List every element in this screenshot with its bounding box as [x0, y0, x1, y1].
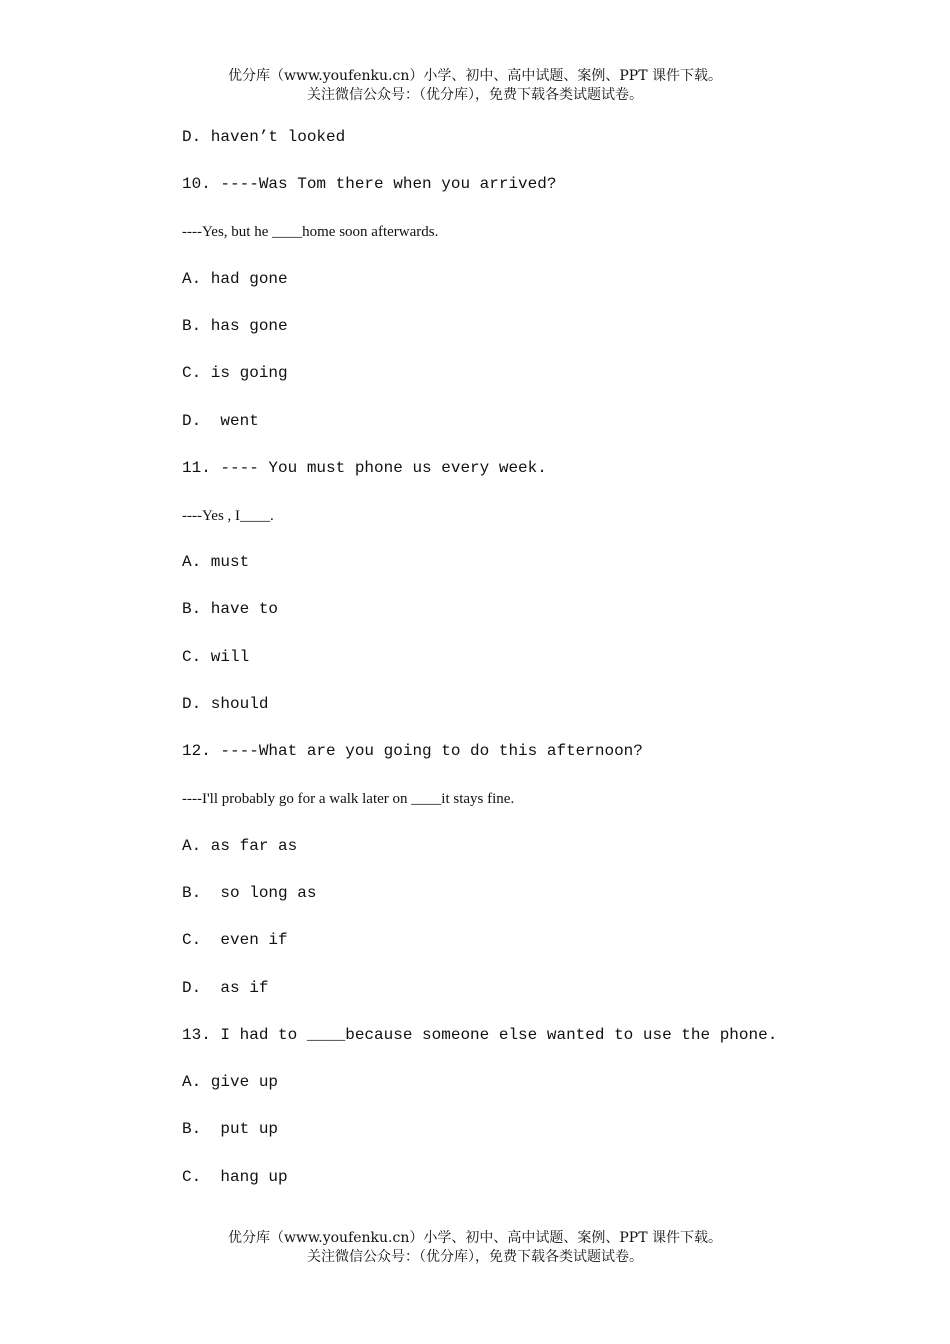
q13-option-c: C. hang up [182, 1168, 288, 1186]
q10-option-c: C. is going [182, 364, 288, 382]
footer-line-1: 优分库（www.youfenku.cn）小学、初中、高中试题、案例、PPT 课件下载。 [227, 1230, 722, 1246]
q10-prompt: 10. ----Was Tom there when you arrived? [182, 175, 557, 193]
q13-option-b: B. put up [182, 1120, 279, 1138]
q11-option-d: D. should [182, 695, 269, 713]
q12-option-b: B. so long as [182, 884, 317, 902]
header-line-1: 优分库（www.youfenku.cn）小学、初中、高中试题、案例、PPT 课件下载。 [227, 68, 722, 84]
q10-option-a: A. had gone [182, 270, 288, 288]
q10-option-b: B. has gone [182, 317, 288, 335]
q10-reply: ----Yes, but he ____home soon afterwards. [182, 224, 439, 240]
q12-prompt: 12. ----What are you going to do this afternoon? [182, 742, 643, 760]
page-footer-watermark [0, 1229, 950, 1267]
q11-option-c: C. will [182, 648, 250, 666]
q11-option-b: B. have to [182, 600, 279, 618]
q11-option-a: A. must [182, 553, 250, 571]
q12-option-c: C. even if [182, 931, 288, 949]
page-header-watermark [0, 67, 950, 105]
header-line-2: 关注微信公众号：（优分库），免费下载各类试题试卷。 [307, 87, 643, 103]
q12-option-a: A. as far as [182, 837, 298, 855]
q12-option-d: D. as if [182, 979, 269, 997]
q11-reply: ----Yes , I____. [182, 508, 274, 524]
q13-prompt: 13. I had to ____because someone else wanted to use the phone. [182, 1026, 778, 1044]
footer-line-2: 关注微信公众号：（优分库），免费下载各类试题试卷。 [307, 1249, 643, 1265]
q11-prompt: 11. ---- You must phone us every week. [182, 459, 547, 477]
q9-option-d: D. haven’t looked [182, 128, 346, 146]
q13-option-a: A. give up [182, 1073, 279, 1091]
q10-option-d: D. went [182, 412, 259, 430]
q12-reply: ----I'll probably go for a walk later on ____it stays fine. [182, 791, 515, 807]
